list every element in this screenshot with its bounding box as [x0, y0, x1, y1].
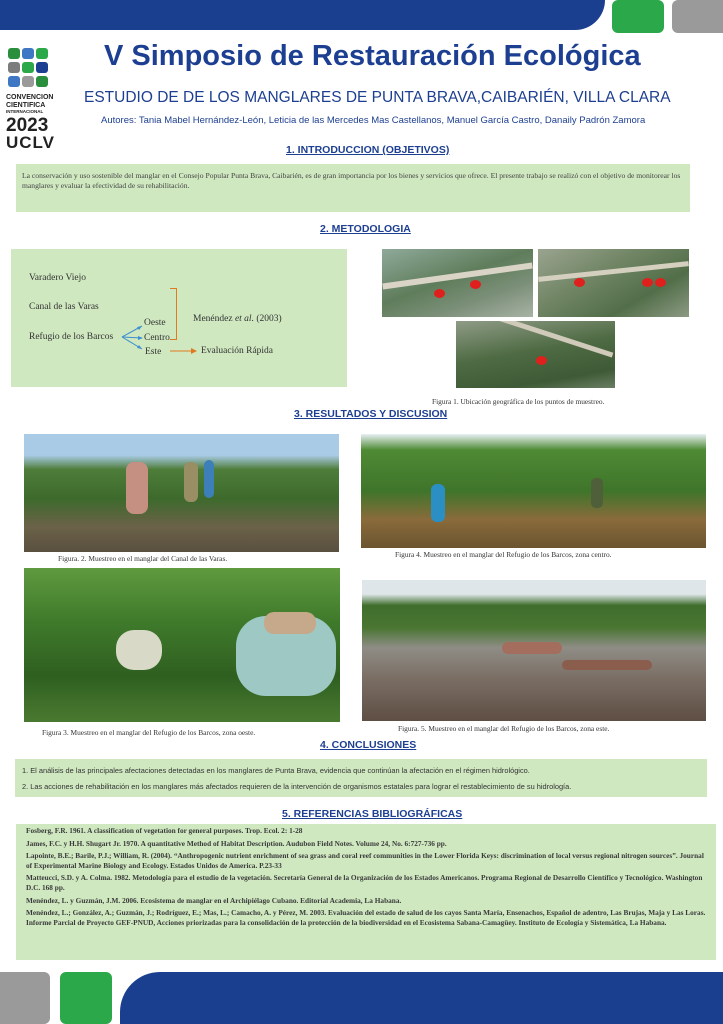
map-photo-2 [538, 249, 689, 317]
reference-item: Matteucci, S.D. y A. Colma. 1982. Metodología para el estudio de la vegetación. Secretaría General de la Organización de los Estados Americanos. Programa Regional de Desarrollo Científico y Tecnológico. Washington D.C. 168 pp. [26, 873, 703, 892]
top-gray-tab [672, 0, 723, 33]
reference-item: Menéndez, L. y Guzmán, J.M. 2006. Ecosistema de manglar en el Archipiélago Cubano. Editorial Academia, La Habana. [26, 895, 402, 905]
fig1-caption: Figura 1. Ubicación geográfica de los puntos de muestreo. [432, 397, 605, 406]
logo-line1: CONVENCION [6, 94, 54, 101]
zone-este: Este [145, 347, 162, 357]
method-bracket [170, 288, 177, 340]
bottom-green-tab [60, 972, 112, 1024]
conclusion-item-1: 1. El análisis de las principales afectaciones detectadas en los manglares de Punta Brava, evidencia que continúan la afectación en el régimen hidrológico. [22, 766, 530, 775]
methods-heading: 2. METODOLOGIA [320, 223, 411, 235]
site-refugio: Refugio de los Barcos [29, 332, 114, 342]
method-menendez-year: (2003) [256, 314, 282, 324]
reference-item: Menéndez, L.; González, A.; Guzmán, J.; Rodríguez, E.; Mas, L.; Camacho, A. y Pérez, M. 2003. Evaluación del estado de salud de los cayos Santa María, Ensenachos, Español de adentro, Las Brujas, Maja y Las Loras. Informe Parcial de Proyecto GEF-PNUD, Acciones priorizadas para la consolidación de la protección de la biodiversidad en el Ecosistema Sabana-Camagüey. Instituto de Ecología y Sistemática, La Habana. [26, 908, 706, 927]
conclusions-heading: 4. CONCLUSIONES [320, 739, 417, 751]
method-menendez-etal: et al. [234, 314, 254, 324]
bottom-gray-tab [0, 972, 50, 1024]
reference-item: James, F.C. y H.H. Shugart Jr. 1970. A quantitative Method of Habitat Description. Audubon Field Notes. Volume 24, No. 6:727-736 pp. [26, 838, 447, 848]
results-heading: 3. RESULTADOS Y DISCUSION [294, 408, 448, 420]
poster-title: V Simposio de Restauración Ecológica [104, 40, 641, 72]
zone-centro: Centro [144, 333, 170, 343]
site-varadero: Varadero Viejo [29, 273, 87, 283]
fig4-photo [361, 434, 706, 548]
logo-line2: CIENTIFICA [6, 102, 46, 109]
logo-line3: INTERNACIONAL [6, 109, 44, 114]
conclusion-item-2: 2. Las acciones de rehabilitación en los manglares más afectados requieren de la intervención de organismos estatales para lograr el restablecimiento de su hidrología. [22, 782, 572, 791]
conclusions-panel [15, 759, 707, 797]
reference-item: Fosberg, F.R. 1961. A classification of vegetation for general purposes. Trop. Ecol. 2: 1-28 [26, 826, 303, 835]
rapid-arrow [170, 346, 198, 356]
intro-text: La conservación y uso sostenible del manglar en el Consejo Popular Punta Brava, Caibarién, es de gran importancia por los bienes y servicios que ofrece. El presente trabajo se realizó con el objetivo de monitorear los manglares y evaluar la efectividad de su rehabilitación. [22, 171, 681, 190]
fig2-caption: Figura. 2. Muestreo en el manglar del Canal de las Varas. [58, 554, 228, 563]
site-canal: Canal de las Varas [29, 302, 99, 312]
method-menendez-author: Menéndez [193, 314, 233, 324]
zone-oeste: Oeste [144, 318, 166, 328]
intro-panel [16, 164, 690, 212]
bottom-blue-band [120, 972, 723, 1024]
fig2-photo [24, 434, 339, 552]
method-rapid: Evaluación Rápida [201, 346, 274, 356]
method-menendez [193, 314, 282, 324]
logo-year: 2023 [6, 115, 49, 136]
map-photo-1 [382, 249, 533, 317]
top-green-tab [612, 0, 664, 33]
intro-heading: 1. INTRODUCCION (OBJETIVOS) [286, 144, 450, 156]
fig5-caption: Figura. 5. Muestreo en el manglar del Refugio de los Barcos, zona este. [398, 724, 610, 733]
map-photo-3 [456, 321, 615, 388]
uclv-logo [8, 48, 54, 88]
methods-panel [11, 249, 347, 387]
references-heading: 5. REFERENCIAS BIBLIOGRÁFICAS [282, 808, 463, 820]
fig3-photo [24, 568, 340, 722]
logo-org: UCLV [6, 133, 56, 152]
fig5-photo [362, 580, 706, 721]
poster-authors: Autores: Tania Mabel Hernández-León, Leticia de las Mercedes Mas Castellanos, Manuel García Castro, Danaily Padrón Zamora [101, 115, 646, 126]
poster-subtitle: ESTUDIO DE DE LOS MANGLARES DE PUNTA BRAVA,CAIBARIÉN, VILLA CLARA [84, 89, 671, 106]
fig3-caption: Figura 3. Muestreo en el manglar del Refugio de los Barcos, zona oeste. [42, 728, 256, 737]
reference-item: Lapointe, B.E.; Barile, P.J.; William, R. (2004). “Anthropogenic nutrient enrichment of sea grass and coral reef communities in the Lower Florida Keys: discrimination of local versus regional nitrogen sources”. Journal of Experimental Marine Biology and Ecology. Estados Unidos de America. P.23-33 [26, 851, 704, 870]
references-panel [16, 824, 716, 960]
top-blue-band [0, 0, 605, 30]
fig4-caption: Figura 4. Muestreo en el manglar del Refugio de los Barcos, zona centro. [395, 550, 612, 559]
